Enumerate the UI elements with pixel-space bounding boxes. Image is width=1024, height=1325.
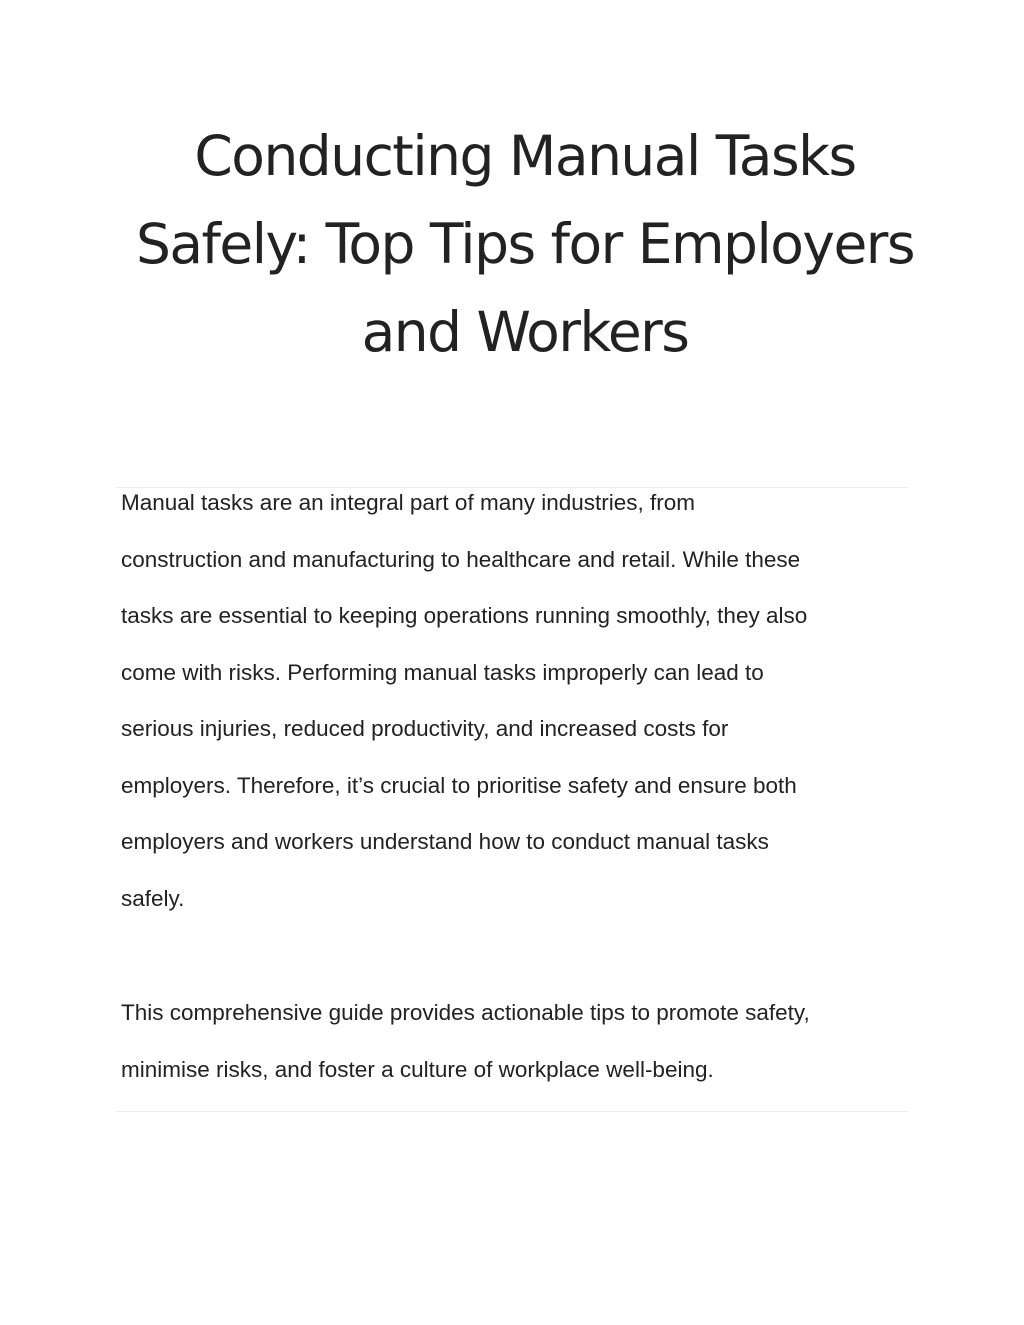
paragraph-line: tasks are essential to keeping operations running smoothly, they also: [121, 603, 808, 628]
paragraph-line: serious injuries, reduced productivity, and increased costs for: [121, 716, 729, 741]
paragraph-line: Manual tasks are an integral part of many industries, from: [121, 490, 696, 515]
paragraph-line: minimise risks, and foster a culture of workplace well-being.: [121, 1056, 714, 1082]
paragraph-line: come with risks. Performing manual tasks improperly can lead to: [121, 659, 764, 685]
top-divider: [116, 487, 908, 488]
guide-summary-paragraph: [121, 999, 921, 1112]
title-line: Conducting Manual Tasks: [194, 124, 856, 188]
paragraph-line: safely.: [121, 885, 185, 911]
paragraph-line: construction and manufacturing to healthcare and retail. While these: [121, 546, 801, 572]
document-title: [100, 112, 950, 376]
paragraph-line: This comprehensive guide provides actionable tips to promote safety,: [121, 1000, 810, 1025]
intro-paragraph: [121, 489, 921, 941]
paragraph-line: employers. Therefore, it’s crucial to prioritise safety and ensure both: [121, 772, 797, 798]
title-line: and Workers: [361, 300, 689, 364]
bottom-divider: [116, 1111, 908, 1112]
title-line: Safely: Top Tips for Employers: [135, 212, 915, 276]
paragraph-line: employers and workers understand how to conduct manual tasks: [121, 829, 769, 854]
